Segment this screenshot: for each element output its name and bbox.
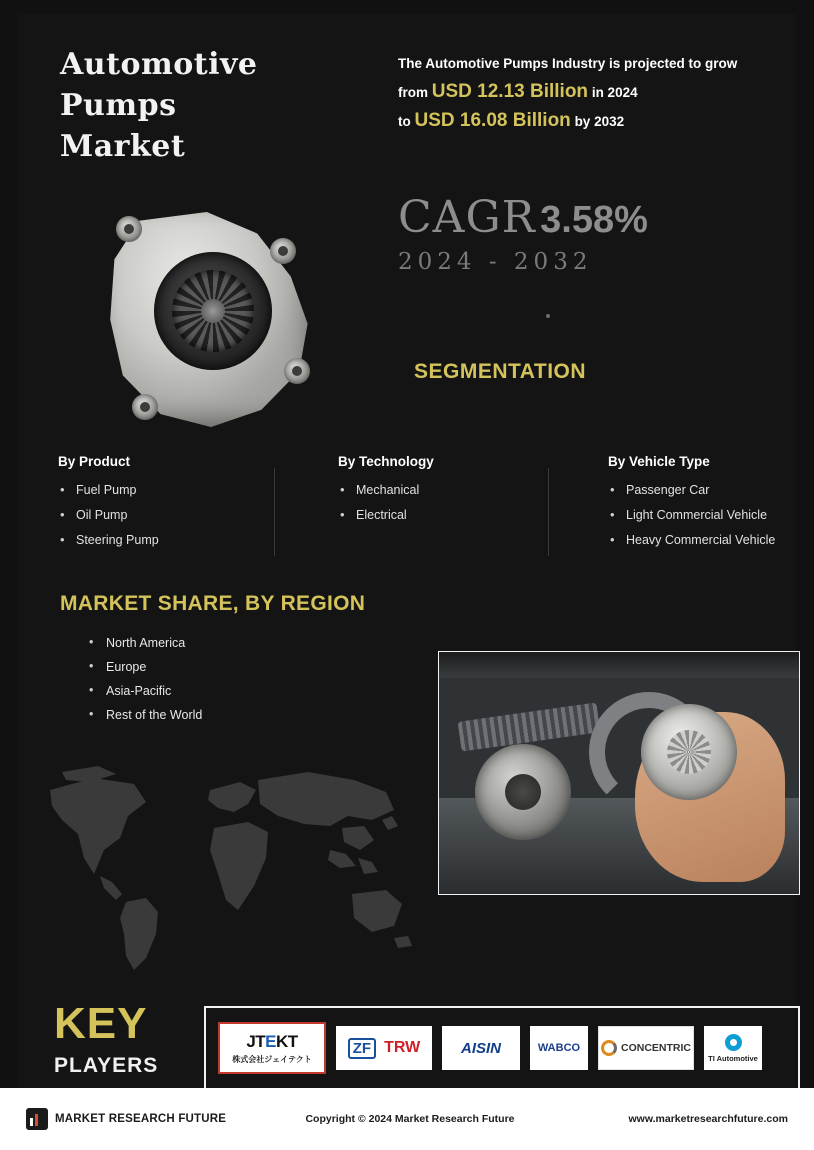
market-share-heading: MARKET SHARE, BY REGION: [60, 592, 366, 615]
segment-column-technology: [338, 454, 568, 533]
list-item: • Passenger Car: [608, 483, 814, 497]
segment-list: [338, 483, 568, 522]
segmentation-columns: [46, 454, 786, 574]
list-item: • Light Commercial Vehicle: [608, 508, 814, 522]
segment-column-vehicle-type: [608, 454, 814, 558]
list-item: • Oil Pump: [58, 508, 288, 522]
pump-bolt-hole: [284, 358, 310, 384]
footer-copyright: Copyright © 2024 Market Research Future: [305, 1113, 515, 1125]
logo-trw-wordmark: TRW: [384, 1039, 421, 1056]
infographic-panel: [18, 14, 796, 1088]
key-players-label-bottom: PLAYERS: [54, 1054, 159, 1077]
cagr-period: 2024 - 2032: [398, 249, 593, 275]
key-players-label-top: KEY: [54, 999, 148, 1048]
key-players-label: [54, 999, 184, 1078]
key-players-logo-strip: [204, 1006, 800, 1090]
pump-bolt-hole: [132, 394, 158, 420]
logo-zf-mark: ZF: [348, 1038, 376, 1059]
logo-jtekt-subtext: 株式会社ジェイテクト: [232, 1054, 312, 1064]
world-map: [42, 754, 422, 974]
projection-to-label: to: [398, 114, 411, 129]
photo-replacement-pump: [641, 704, 737, 800]
list-item: • Steering Pump: [58, 533, 288, 547]
world-map-svg: [42, 754, 422, 974]
footer-brand-name: MARKET RESEARCH FUTURE: [55, 1113, 227, 1125]
projection-from-year: in 2024: [591, 85, 638, 100]
list-item: • Electrical: [338, 508, 568, 522]
title-line-1: Automotive: [60, 47, 258, 82]
pump-bolt-hole: [270, 238, 296, 264]
list-item: • Fuel Pump: [58, 483, 288, 497]
segment-heading: By Product: [58, 454, 131, 469]
projection-lead: The Automotive Pumps Industry is projected to grow: [398, 56, 738, 71]
title-line-3: Market: [60, 129, 186, 164]
list-item: • Asia-Pacific: [86, 684, 202, 698]
pump-shaft: [201, 299, 225, 323]
title-line-2: Pumps: [60, 88, 177, 123]
segmentation-heading: SEGMENTATION: [414, 360, 587, 383]
logo-aisin: AISIN: [442, 1026, 520, 1070]
logo-concentric-wordmark: CONCENTRIC: [621, 1042, 691, 1054]
page-title: [60, 44, 360, 167]
engine-install-photo: [438, 651, 800, 895]
cagr-value: 3.58%: [540, 199, 648, 241]
logo-ti-wordmark: TI Automotive: [708, 1053, 758, 1063]
list-item: • Rest of the World: [86, 708, 202, 722]
concentric-swirl-icon: [601, 1040, 617, 1056]
pump-bolt-hole: [116, 216, 142, 242]
logo-jtekt-wordmark: JTEKT: [246, 1031, 298, 1051]
ti-circle-icon: [725, 1034, 742, 1051]
pump-impeller-icon: [172, 270, 254, 352]
segment-heading: By Technology: [338, 454, 434, 469]
photo-upper-panel: [439, 652, 799, 678]
projection-from-row: [398, 78, 778, 107]
logo-ti-automotive: [704, 1026, 762, 1070]
pump-hub: [154, 252, 272, 370]
market-share-region-list: [86, 636, 202, 732]
segment-list: [58, 483, 288, 547]
segment-list: [608, 483, 814, 547]
footer-website: www.marketresearchfuture.com: [628, 1113, 788, 1125]
segment-heading: By Vehicle Type: [608, 454, 710, 469]
projection-from-label: from: [398, 85, 428, 100]
list-item: • Heavy Commercial Vehicle: [608, 533, 814, 547]
projection-to-value: USD 16.08 Billion: [414, 110, 571, 131]
projection-from-value: USD 12.13 Billion: [431, 81, 589, 102]
footer-brand: [26, 1108, 256, 1130]
photo-pulley: [475, 744, 571, 840]
segment-column-product: [58, 454, 288, 558]
cagr-label: CAGR: [398, 192, 536, 243]
chart-bars-icon: [26, 1108, 48, 1130]
decorative-dot: [546, 314, 550, 318]
cagr-block: [398, 192, 798, 275]
logo-zf-trw-row: [348, 1038, 420, 1059]
projection-to-year: by 2032: [574, 114, 625, 129]
logo-concentric: [598, 1026, 694, 1070]
projection-to-row: [398, 107, 778, 136]
list-item: • Mechanical: [338, 483, 568, 497]
list-item: • North America: [86, 636, 202, 650]
projection-statement: [398, 50, 778, 136]
footer-bar: [0, 1088, 814, 1150]
logo-jtekt: [218, 1022, 326, 1074]
logo-wabco: WABCO: [530, 1026, 588, 1070]
water-pump-product-image: [88, 194, 338, 444]
logo-zf-trw: [336, 1026, 432, 1070]
list-item: • Europe: [86, 660, 202, 674]
